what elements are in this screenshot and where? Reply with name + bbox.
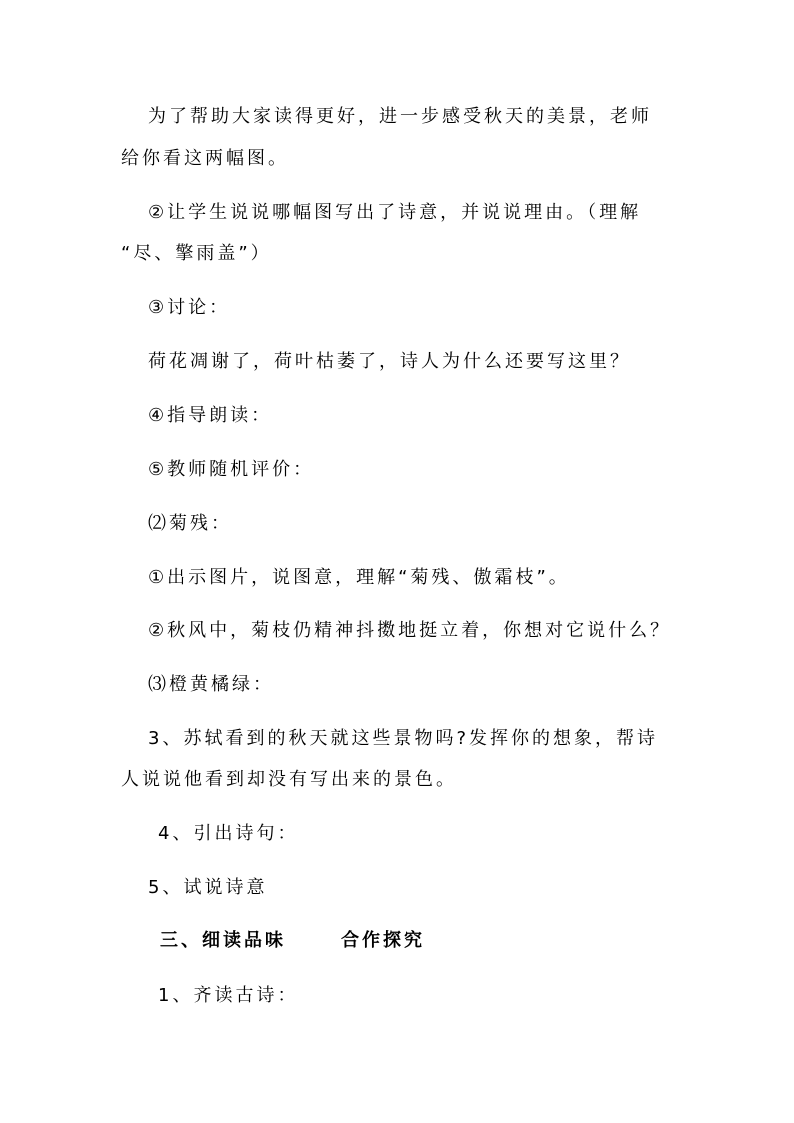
paragraph-line-8: ⑤教师随机评价： xyxy=(148,459,315,480)
paragraph-line-6: 荷花凋谢了，荷叶枯萎了，诗人为什么还要写这里？ xyxy=(148,351,631,372)
paragraph-line-11: ②秋风中，菊枝仍精神抖擞地挺立着，你想对它说什么？ xyxy=(148,620,672,641)
section-heading xyxy=(160,929,425,953)
paragraph-line-15: 4、引出诗句： xyxy=(158,823,299,844)
paragraph-line-5: ③讨论： xyxy=(148,297,231,318)
paragraph-line-2: 给你看这两幅图。 xyxy=(121,148,289,169)
section-heading-part1: 三、细读品味 xyxy=(160,930,286,951)
paragraph-line-17: 1、齐读古诗： xyxy=(158,985,299,1006)
section-heading-part2: 合作探究 xyxy=(341,930,425,951)
paragraph-line-9: ⑵菊残： xyxy=(148,513,232,534)
paragraph-line-7: ④指导朗读： xyxy=(148,405,273,426)
paragraph-line-14: 人说说他看到却没有写出来的景色。 xyxy=(121,769,457,790)
paragraph-line-1: 为了帮助大家读得更好，进一步感受秋天的美景，老师 xyxy=(148,106,652,127)
paragraph-line-4: “尽、擎雨盖”） xyxy=(121,243,272,264)
paragraph-line-16: 5、试说诗意 xyxy=(148,877,268,898)
paragraph-line-13: 3、苏轼看到的秋天就这些景物吗?发挥你的想象，帮诗 xyxy=(148,728,659,749)
paragraph-line-10: ①出示图片，说图意，理解“菊残、傲霜枝”。 xyxy=(148,567,570,588)
paragraph-line-12: ⑶橙黄橘绿： xyxy=(148,674,274,695)
paragraph-line-3: ②让学生说说哪幅图写出了诗意，并说说理由。（理解 xyxy=(148,202,642,223)
